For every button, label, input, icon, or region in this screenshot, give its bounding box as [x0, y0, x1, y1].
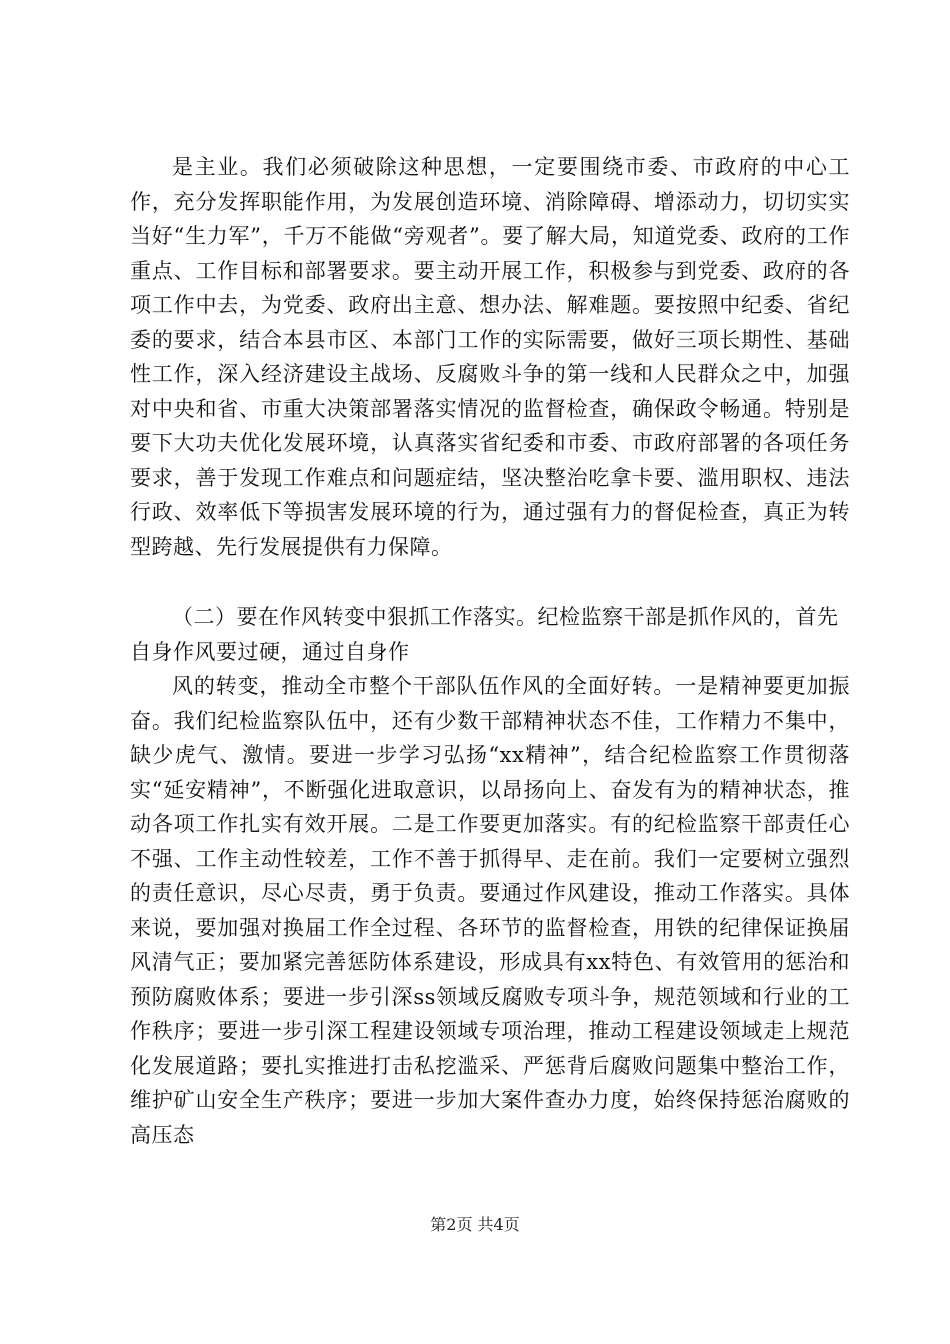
paragraph-1: 是主业。我们必须破除这种思想，一定要围绕市委、市政府的中心工作，充分发挥职能作用，为发展创造环境、消除障碍、增添动力，切切实实当好“生力军”，千万不能做“旁观者”。要了解大局，知道党委、政府的工作重点、工作目标和部署要求。要主动开展工作，积极参与到党委、政府的各项工作中去，为党委、政府出主意、想办法、解难题。要按照中纪委、省纪委的要求，结合本县市区、本部门工作的实际需要，做好三项长期性、基础性工作，深入经济建设主战场、反腐败斗争的第一线和人民群众之中，加强对中央和省、市重大决策部署落实情况的监督检查，确保政令畅通。特别是要下大功夫优化发展环境，认真落实省纪委和市委、市政府部署的各项任务要求，善于发现工作难点和问题症结，坚决整治吃拿卡要、滥用职权、违法行政、效率低下等损害发展环境的行为，通过强有力的督促检查，真正为转型跨越、先行发展提供有力保障。	[130, 155, 850, 559]
page-number-footer: 第2页 共4页	[430, 1215, 520, 1234]
paragraph-2-heading: （二）要在作风转变中狠抓工作落实。纪检监察干部是抓作风的，首先自身作风要过硬，通过自身作	[130, 605, 839, 664]
paragraph-3: 风的转变，推动全市整个干部队伍作风的全面好转。一是精神要更加振奋。我们纪检监察队伍中，还有少数干部精神状态不佳，工作精力不集中，缺少虎气、激情。要进一步学习弘扬“xx精神”，结合纪检监察工作贯彻落实“延安精神”，不断强化进取意识，以昂扬向上、奋发有为的精神状态，推动各项工作扎实有效开展。二是工作要更加落实。有的纪检监察干部责任心不强、工作主动性较差，工作不善于抓得早、走在前。我们一定要树立强烈的责任意识，尽心尽责，勇于负责。要通过作风建设，推动工作落实。具体来说，要加强对换届工作全过程、各环节的监督检查，用铁的纪律保证换届风清气正；要加紧完善惩防体系建设，形成具有xx特色、有效管用的惩治和预防腐败体系；要进一步引深ss领域反腐败专项斗争，规范领域和行业的工作秩序；要进一步引深工程建设领域专项治理，推动工程建设领域走上规范化发展道路；要扎实推进打击私挖滥采、严惩背后腐败问题集中整治工作，维护矿山安全生产秩序；要进一步加大案件查办力度，始终保持惩治腐败的高压态	[130, 674, 850, 1147]
document-body	[130, 150, 850, 1152]
